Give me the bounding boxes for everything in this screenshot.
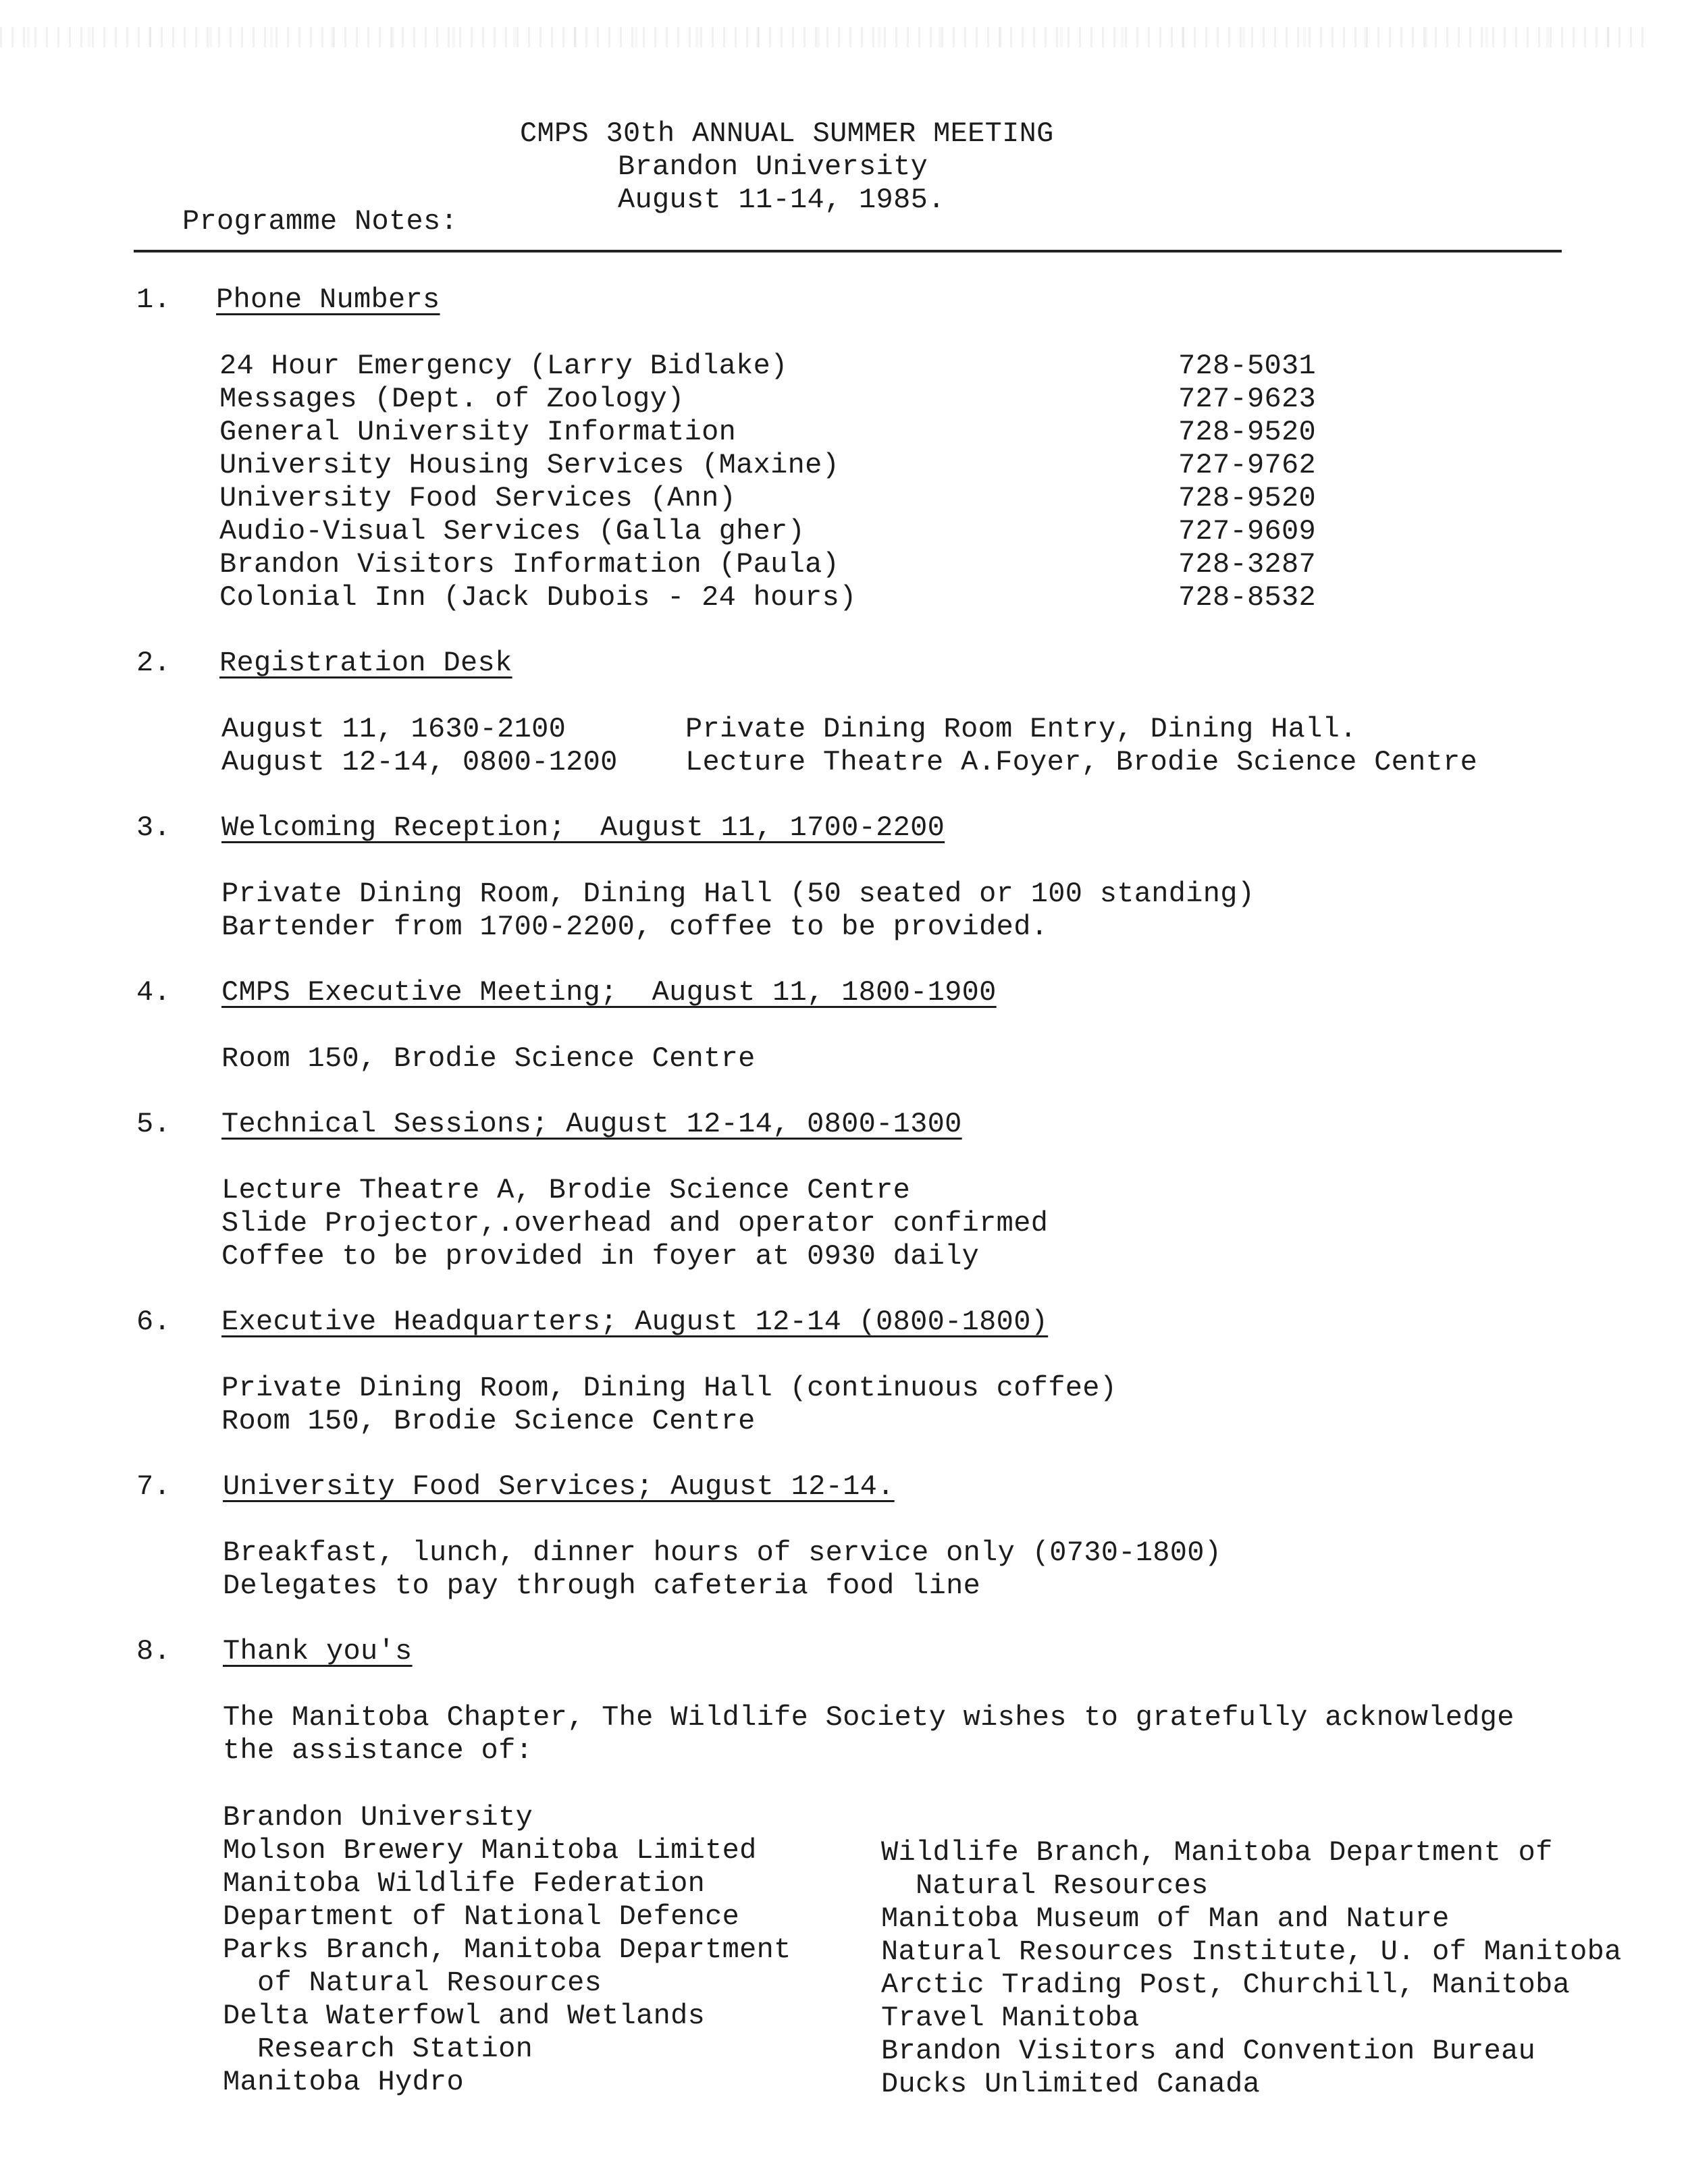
section-heading-executive-headquarters: Executive Headquarters; August 12-14 (0800-1800) bbox=[221, 1306, 1049, 1338]
phone-number: 728-9520 bbox=[1178, 416, 1317, 448]
phone-name: Brandon Visitors Information (Paula) bbox=[219, 548, 840, 581]
registration-place: Lecture Theatre A.Foyer, Brodie Science Centre bbox=[685, 746, 1478, 778]
phone-number: 727-9609 bbox=[1178, 515, 1317, 548]
section-heading-phone-numbers: Phone Numbers bbox=[216, 284, 440, 316]
acknowledgement-item: Ducks Unlimited Canada bbox=[881, 2068, 1261, 2100]
section-number: 6. bbox=[136, 1306, 172, 1338]
title-line-3: August 11-14, 1985. bbox=[618, 184, 945, 216]
phone-name: Colonial Inn (Jack Dubois - 24 hours) bbox=[219, 581, 857, 614]
acknowledgement-item: Natural Resources bbox=[881, 1869, 1209, 1902]
registration-date: August 12-14, 0800-1200 bbox=[221, 746, 618, 778]
section-number: 1. bbox=[136, 284, 172, 316]
section-heading-technical-sessions: Technical Sessions; August 12-14, 0800-1300 bbox=[221, 1108, 962, 1140]
section-line: The Manitoba Chapter, The Wildlife Society wishes to gratefully acknowledge bbox=[223, 1701, 1514, 1734]
acknowledgement-item: Parks Branch, Manitoba Department bbox=[223, 1934, 791, 1966]
section-line: Coffee to be provided in foyer at 0930 daily bbox=[221, 1240, 980, 1273]
section-heading-executive-meeting: CMPS Executive Meeting; August 11, 1800-1900 bbox=[221, 976, 997, 1009]
acknowledgement-item: Delta Waterfowl and Wetlands bbox=[223, 2000, 706, 2032]
section-number: 8. bbox=[136, 1635, 172, 1668]
phone-number: 728-9520 bbox=[1178, 482, 1317, 514]
phone-number: 727-9623 bbox=[1178, 383, 1317, 415]
phone-name: University Housing Services (Maxine) bbox=[219, 449, 840, 481]
title-line-1: CMPS 30th ANNUAL SUMMER MEETING bbox=[520, 117, 1054, 150]
programme-notes-label: Programme Notes: bbox=[182, 205, 458, 238]
section-line: Room 150, Brodie Science Centre bbox=[221, 1405, 756, 1437]
phone-name: Audio-Visual Services (Galla gher) bbox=[219, 515, 806, 548]
section-line: Private Dining Room, Dining Hall (continuous coffee) bbox=[221, 1372, 1117, 1404]
section-line: Bartender from 1700-2200, coffee to be provided. bbox=[221, 911, 1049, 943]
section-line: Room 150, Brodie Science Centre bbox=[221, 1042, 756, 1075]
section-heading-food-services: University Food Services; August 12-14. bbox=[223, 1470, 895, 1503]
section-number: 2. bbox=[136, 647, 172, 679]
section-number: 5. bbox=[136, 1108, 172, 1140]
section-line: Slide Projector,.overhead and operator confirmed bbox=[221, 1207, 1049, 1240]
phone-name: Messages (Dept. of Zoology) bbox=[219, 383, 685, 415]
acknowledgement-item: Manitoba Wildlife Federation bbox=[223, 1867, 706, 1900]
acknowledgement-item: Arctic Trading Post, Churchill, Manitoba bbox=[881, 1969, 1571, 2001]
section-number: 7. bbox=[136, 1470, 172, 1503]
phone-number: 728-3287 bbox=[1178, 548, 1317, 581]
scan-noise bbox=[0, 27, 1647, 47]
acknowledgement-item: Manitoba Hydro bbox=[223, 2066, 465, 2098]
acknowledgement-item: Natural Resources Institute, U. of Manitoba bbox=[881, 1936, 1622, 1968]
section-line: Lecture Theatre A, Brodie Science Centre bbox=[221, 1174, 911, 1206]
section-line: Private Dining Room, Dining Hall (50 seated or 100 standing) bbox=[221, 878, 1255, 910]
phone-number: 728-8532 bbox=[1178, 581, 1317, 614]
phone-name: General University Information bbox=[219, 416, 737, 448]
acknowledgement-item: of Natural Resources bbox=[223, 1967, 602, 1999]
acknowledgement-item: Department of National Defence bbox=[223, 1900, 740, 1933]
header-divider bbox=[134, 250, 1562, 252]
section-heading-welcoming-reception: Welcoming Reception; August 11, 1700-2200 bbox=[221, 811, 945, 844]
acknowledgement-item: Molson Brewery Manitoba Limited bbox=[223, 1834, 757, 1867]
section-line: Breakfast, lunch, dinner hours of service only (0730-1800) bbox=[223, 1537, 1222, 1569]
acknowledgement-item: Wildlife Branch, Manitoba Department of bbox=[881, 1836, 1553, 1869]
registration-place: Private Dining Room Entry, Dining Hall. bbox=[685, 713, 1357, 745]
phone-number: 728-5031 bbox=[1178, 350, 1317, 382]
acknowledgement-item: Travel Manitoba bbox=[881, 2002, 1140, 2034]
phone-number: 727-9762 bbox=[1178, 449, 1317, 481]
section-number: 4. bbox=[136, 976, 172, 1009]
acknowledgement-item: Research Station bbox=[223, 2033, 533, 2065]
section-number: 3. bbox=[136, 811, 172, 844]
acknowledgement-item: Brandon University bbox=[223, 1801, 533, 1834]
section-line: the assistance of: bbox=[223, 1734, 533, 1767]
section-line: Delegates to pay through cafeteria food line bbox=[223, 1570, 981, 1602]
acknowledgement-item: Manitoba Museum of Man and Nature bbox=[881, 1902, 1450, 1935]
section-heading-thank-yous: Thank you's bbox=[223, 1635, 413, 1668]
phone-name: 24 Hour Emergency (Larry Bidlake) bbox=[219, 350, 788, 382]
title-line-2: Brandon University bbox=[618, 151, 928, 183]
phone-name: University Food Services (Ann) bbox=[219, 482, 737, 514]
registration-date: August 11, 1630-2100 bbox=[221, 713, 566, 745]
section-heading-registration-desk: Registration Desk bbox=[219, 647, 512, 679]
acknowledgement-item: Brandon Visitors and Convention Bureau bbox=[881, 2035, 1536, 2067]
